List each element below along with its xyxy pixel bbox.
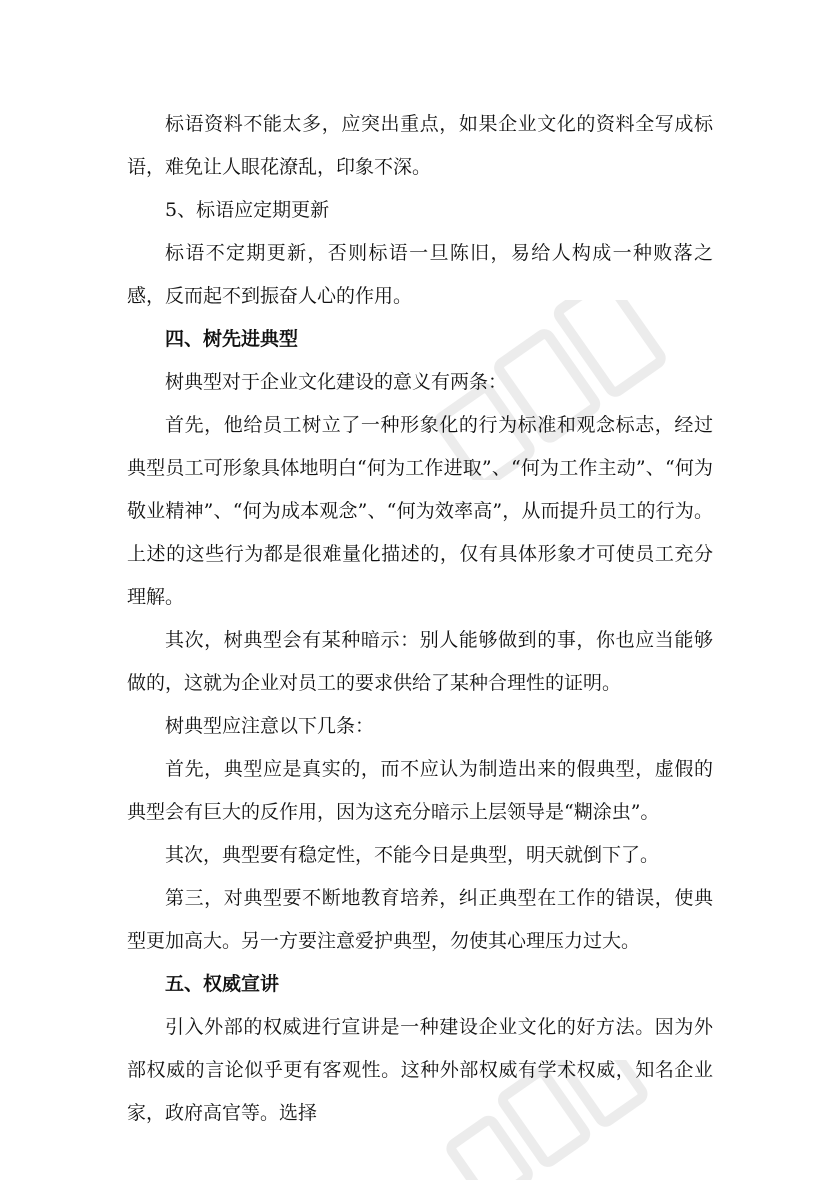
paragraph-slogan-update: 标语不定期更新，否则标语一旦陈旧，易给人构成一种败落之感，反而起不到振奋人心的作用。 (127, 242, 713, 307)
document-body (127, 103, 713, 1135)
paragraph-second-point: 其次，树典型会有某种暗示：别人能够做到的事，你也应当能够做的，这就为企业对员工的要求供给了某种合理性的证明。 (127, 629, 713, 694)
paragraph-note-stable: 其次，典型要有稳定性，不能今日是典型，明天就倒下了。 (165, 844, 660, 866)
paragraph-authority: 引入外部的权威进行宣讲是一种建设企业文化的好方法。因为外部权威的言论似乎更有客观性。这种外部权威有学术权威，知名企业家，政府高官等。选择 (127, 1016, 713, 1124)
paragraph-role-model-meaning: 树典型对于企业文化建设的意义有两条： (165, 371, 508, 393)
paragraph-slogan-content: 标语资料不能太多，应突出重点，如果企业文化的资料全写成标语，难免让人眼花潦乱，印象不深。 (127, 113, 713, 178)
section-heading-role-models: 四、树先进典型 (165, 328, 299, 350)
paragraph-first-point: 首先，他给员工树立了一种形象化的行为标准和观念标志，经过典型员工可形象具体地明白“何为工作进取”、“何为工作主动”、“何为敬业精神”、“何为成本观念”、“何为效率高”，从而提升员工的行为。上述的这些行为都是很难量化描述的，仅有具体形象才可使员工充分理解。 (127, 414, 713, 608)
paragraph-note-cultivate: 第三，对典型要不断地教育培养，纠正典型在工作的错误，使典型更加高大。另一方要注意爱护典型，勿使其心理压力过大。 (127, 887, 713, 952)
paragraph-notes-intro: 树典型应注意以下几条： (165, 715, 375, 737)
section-heading-authority: 五、权威宣讲 (165, 973, 280, 995)
paragraph-slogan-update-title: 5、标语应定期更新 (165, 199, 330, 221)
paragraph-note-authentic: 首先，典型应是真实的，而不应认为制造出来的假典型，虚假的典型会有巨大的反作用，因为这充分暗示上层领导是“糊涂虫”。 (127, 758, 713, 823)
